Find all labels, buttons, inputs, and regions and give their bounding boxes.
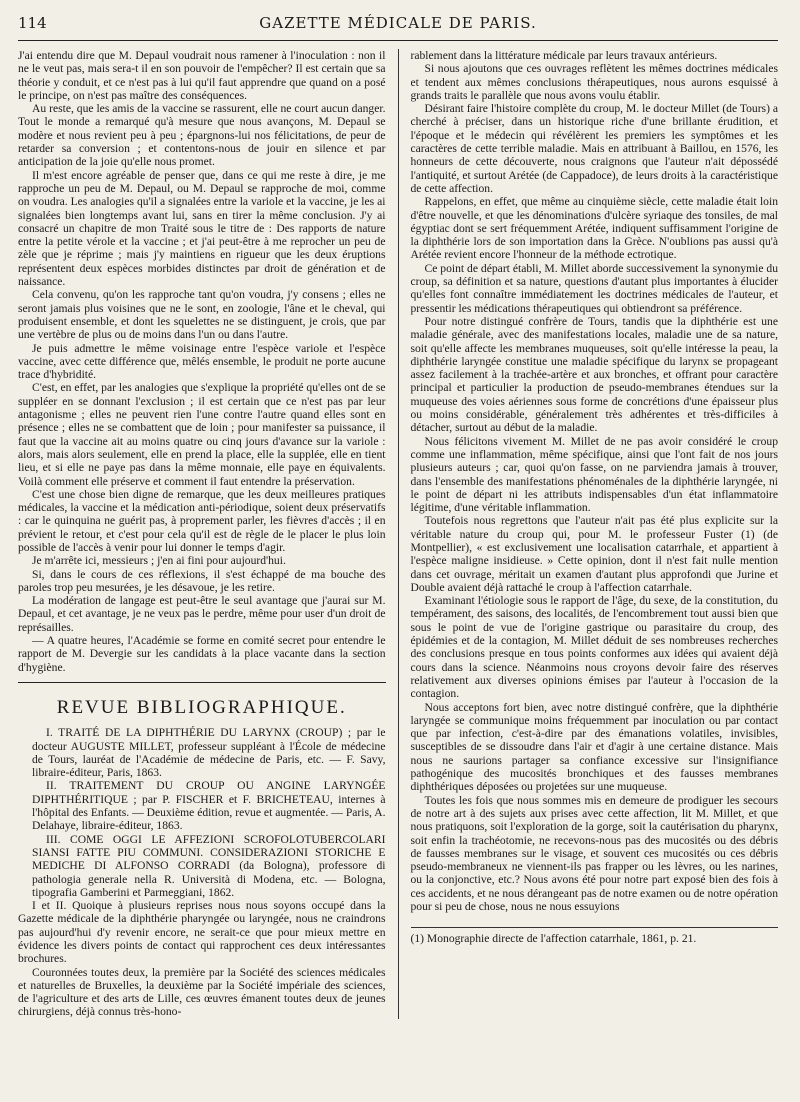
footnote: (1) Monographie directe de l'affection catarrhale, 1861, p. 21. (411, 927, 779, 945)
two-column-body (18, 49, 778, 1019)
paragraph: Rappelons, en effet, que même au cinquième siècle, cette maladie était loin d'être nouvelle, et que les dénominations d'ulcère syriaque des tonsiles, de mal égyptiac dont se sert fréquemment Arétée, indiquent suffisamment l'origine de la diphthérie lors de son importation dans la Grèce. N'oublions pas aussi qu'à Arétée revient encore l'honneur de la méthode ectrotique. (410, 195, 778, 262)
paragraph: Je puis admettre le même voisinage entre l'espèce variole et l'espèce vaccine, avec cette différence que, mêlés ensemble, le produit ne porte aucune trace d'hybridité. (18, 341, 386, 382)
section-title: REVUE BIBLIOGRAPHIQUE. (56, 696, 347, 718)
paragraph: Au reste, que les amis de la vaccine se rassurent, elle ne court aucun danger. Tout le monde a remarqué qu'à mesure que nous avançons, M. Depaul se modère et nous revient peu à peu ; épargnons-lui nos félicitations, de peur de retarder sa conversion ; et contentons-nous de jouir en silence et par anticipation de la joie qu'elle nous promet. (18, 102, 386, 169)
paragraph: Nous acceptons fort bien, avec notre distingué confrère, que la diphthérie laryngée se communique moins fréquemment par inoculation ou par contact que par infection, c'est-à-dire par des émanations volatiles, invisibles, susceptibles de se dissoudre dans l'air et d'agir à une certaine distance. Mais nous ne saurions partager sa confiance excessive sur l'insignifiance pathogénique des mucosités bronchiques et des fausses membranes diphthériques déposées ou projetées sur une muqueuse. (410, 700, 778, 794)
paragraph: Toutes les fois que nous sommes mis en demeure de prodiguer les secours de notre art à des sujets aux prises avec cette affection, lit M. Millet, et que nous pratiquons, soit l'exploration de la gorge, soit la cautérisation du pharynx, soit enfin la trachéotomie, ne recevons-nous pas des mucosités ou des débris de fausses membranes sur le visage, et souvent ces mucosités ou ces débris pseudo-membraneux ne viennent-ils pas frapper ou les lèvres, ou les narines, ou la conjonctive, etc.? Nous avons été pour notre part exposé bien des fois à ces accidents, et ne nous dérangeant pas de notre examen ou de notre opération pour si peu de chose, nous ne nous essuyions (410, 793, 778, 913)
bibliography-entry: I. TRAITÉ DE LA DIPHTHÉRIE DU LARYNX (CROUP) ; par le docteur AUGUSTE MILLET, professeur suppléant à l'École de médecine de Tours, lauréat de l'Académie de médecine de Paris, etc. — F. Savy, libraire-éditeur, Paris, 1863. (32, 726, 386, 780)
paragraph: Ce point de départ établi, M. Millet aborde successivement la synonymie du croup, sa définition et sa nature, questions d'autant plus importantes à élucider qu'elles font connaître immédiatement les doctrines médicales de l'auteur, et pressentir les médications thérapeutiques qui obtiendront sa préférence. (410, 261, 778, 315)
paragraph: Couronnées toutes deux, la première par la Société des sciences médicales et naturelles de Bruxelles, la deuxième par la Société impériale des sciences, de l'agriculture et des arts de Lille, ces œuvres émanent toutes deux de jeunes chirurgiens, déjà connus très-hono- (18, 965, 386, 1019)
bibliography-entry: III. COME OGGI LE AFFEZIONI SCROFOLOTUBERCOLARI SIANSI FATTE PIU COMMUNI. CONSIDERAZIONI STORICHE E MEDICHE DI ALFONSO CORRADI (da Bologna), professore di pathologia generale nella R. Università di Modena, etc. — Bologna, tipografia Gamberini et Parmeggiani, 1862. (32, 832, 386, 899)
right-column (411, 49, 779, 1019)
page-header (18, 14, 778, 41)
paragraph: Désirant faire l'histoire complète du croup, M. le docteur Millet (de Tours) a cherché à préciser, dans un historique riche d'une brillante érudition, et l'époque et le médecin qui révélèrent les premiers les symptômes et les caractères de cette terrible maladie. Mais en attribuant à Baillou, en 1576, les honneurs de cette découverte, nous craignons que l'auteur n'ait dépossédé l'antiquité, et surtout Arétée (de Cappadoce), de leurs droits à la caractéristique de cette affection. (410, 102, 778, 195)
paragraph: La modération de langage est peut-être le seul avantage que j'aurai sur M. Depaul, et cet avantage, je ne veux pas le perdre, même pour user d'un droit de représailles. (18, 594, 386, 634)
paragraph: Examinant l'étiologie sous le rapport de l'âge, du sexe, de la constitution, du tempérament, des saisons, des localités, de l'encombrement tout aussi bien que sous le point de vue de l'origine gastrique ou parasitaire du croup, des épidémies et de la contagion, M. Millet déduit de ses nombreuses recherches des conclusions presque en tous points conformes aux idées qui avaient déjà cours dans la science. Néanmoins nous croyons devoir faire des réserves relativement aux diverses opinions émises par l'auteur à l'occasion de la contagion. (410, 594, 778, 701)
left-column (18, 49, 386, 1019)
paragraph: rablement dans la littérature médicale par leurs travaux antérieurs. (410, 49, 718, 62)
bibliography-entry: II. TRAITEMENT DU CROUP OU ANGINE LARYNGÉE DIPHTHÉRITIQUE ; par P. FISCHER et F. BRICHETEAU, internes à l'hôpital des Enfants. — Deuxième édition, revue et augmentée. — Paris, A. Delahaye, libraire-éditeur, 1863. (32, 779, 386, 833)
paragraph: I et II. Quoique à plusieurs reprises nous nous soyons occupé dans la Gazette médicale de la diphthérie pharyngée ou laryngée, nous ne craindrons pas aujourd'hui d'y revenir encore, ne serait-ce que pour mieux mettre en évidence les divers points de contact qui rapprochent ces deux intéressantes brochures. (18, 899, 386, 966)
paragraph: Nous félicitons vivement M. Millet de ne pas avoir considéré le croup comme une inflammation, même spécifique, ainsi que l'ont fait de nos jours plusieurs auteurs ; car, quoi qu'on fasse, on ne parviendra jamais à trouver, dans l'ensemble des manifestations phénoménales de la diphthérie laryngée, ni le point de départ ni les attributs indispensables d'un état inflammatoire légitime, d'une véritable inflammation. (410, 434, 778, 515)
paragraph: Cela convenu, qu'on les rapproche tant qu'on voudra, j'y consens ; elles ne seront jamais plus voisines que ne le sont, en zoologie, l'âne et le cheval, qui produisent ensemble, et dont les squelettes ne se distinguent, je crois, que par une vertèbre de plus ou de moins dans l'un ou dans l'autre. (18, 288, 386, 342)
page-number: 114 (18, 14, 47, 32)
section-divider (18, 682, 386, 683)
paragraph: C'est, en effet, par les analogies que s'explique la propriété qu'elles ont de se suppléer en se donnant l'exclusion ; il est certain que ce n'est pas par leur antagonisme ; elles ne peuvent rien l'une contre l'autre quand elles sont en présence ; elles ne se combattent que de loin ; pour manifester sa puissance, il faut que la vaccine ait au moins quatre ou cinq jours d'avance sur la variole : alors, mais alors seulement, elle en prend la place, elle la supplée, elle en tient lieu, et si elle ne paye pas dans la même monnaie, elle paye en équivalents. Voilà comment elle préserve et comment il faut entendre la préservation. (18, 381, 386, 488)
column-rule (398, 49, 399, 1019)
paragraph: J'ai entendu dire que M. Depaul voudrait nous ramener à l'inoculation : non il ne le veut pas, mais sera-t il en son pouvoir de l'empêcher? Il est certain que sa théorie y conduit, et ce n'est pas à lui qu'il faut apprendre que quand on a posé le principe, on n'est pas maître des conséquences. (18, 49, 386, 102)
paragraph: Toutefois nous regrettons que l'auteur n'ait pas été plus explicite sur la véritable nature du croup qui, pour M. le professeur Fuster (1) (de Montpellier), « est exclusivement une localisation catarrhale, et appartient à l'espèce maligne insidieuse. » Cette opinion, dont il n'est fait nulle mention dans cet ouvrage, méritait un examen d'autant plus approfondi que Jurine et Double avaient déjà rattaché le croup à l'affection catarrhale. (410, 514, 778, 594)
paragraph: Si nous ajoutons que ces ouvrages reflètent les mêmes doctrines médicales et tendent aux mêmes conclusions thérapeutiques, nous aurons esquissé à grands traits le parallèle que nous avons voulu établir. (410, 62, 778, 102)
paragraph: Si, dans le cours de ces réflexions, il s'est échappé de ma bouche des paroles trop peu mesurées, je les désavoue, je les retire. (18, 567, 386, 594)
paragraph: Pour notre distingué confrère de Tours, tandis que la diphthérie est une maladie générale, avec des manifestations locales, maladie une de sa nature, soit qu'elle affecte les membranes muqueuses, soit qu'elle intéresse la peau, la diphthérie laryngée constitue une maladie spécifique du larynx se propageant assez facilement à la trachée-artère et aux bronches, et offrant pour caractère principal et particulier la production de pseudo-membranes étendues sur la muqueuse des voies aériennes sous forme de concrétions d'une épaisseur plus ou moins considérable, généralement très adhérentes et très-difficiles à détacher, surtout au début de la maladie. (410, 314, 778, 435)
paragraph: — A quatre heures, l'Académie se forme en comité secret pour entendre le rapport de M. Devergie sur les candidats à la place vacante dans la section d'hygiène. (18, 634, 386, 674)
running-title: GAZETTE MÉDICALE DE PARIS. (259, 14, 537, 32)
paragraph: Il m'est encore agréable de penser que, dans ce qui me reste à dire, je me rapproche un peu de M. Depaul, ou M. Depaul se rapproche de moi, comme on voudra. Les analogies qu'il a signalées entre la variole et la vaccine, je les ai signalées bien longtemps avant lui, sans en tirer la même conclusion. J'y ai consacré un chapitre de mon Traité sous le titre de : Des rapports de nature entre la petite vérole et la vaccine ; et j'ai peut-être à me reprocher un peu de zèle que je réprime ; mais j'y maintiens en rigueur que les deux éruptions représentent deux espèces morbides distinctes par droit de génération et de naissance. (18, 168, 386, 289)
paragraph: Je m'arrête ici, messieurs ; j'en ai fini pour aujourd'hui. (32, 554, 286, 568)
paragraph: C'est une chose bien digne de remarque, que les deux meilleures pratiques médicales, la vaccine et la médication anti-périodique, soient deux préservatifs : car le quinquina ne guérit pas, à proprement parler, les fièvres d'accès ; il en prévient le retour, et c'est pour cela qu'il est de règle de le placer le plus loin possible de l'accès à venir pour lui donner le temps d'agir. (18, 487, 386, 554)
